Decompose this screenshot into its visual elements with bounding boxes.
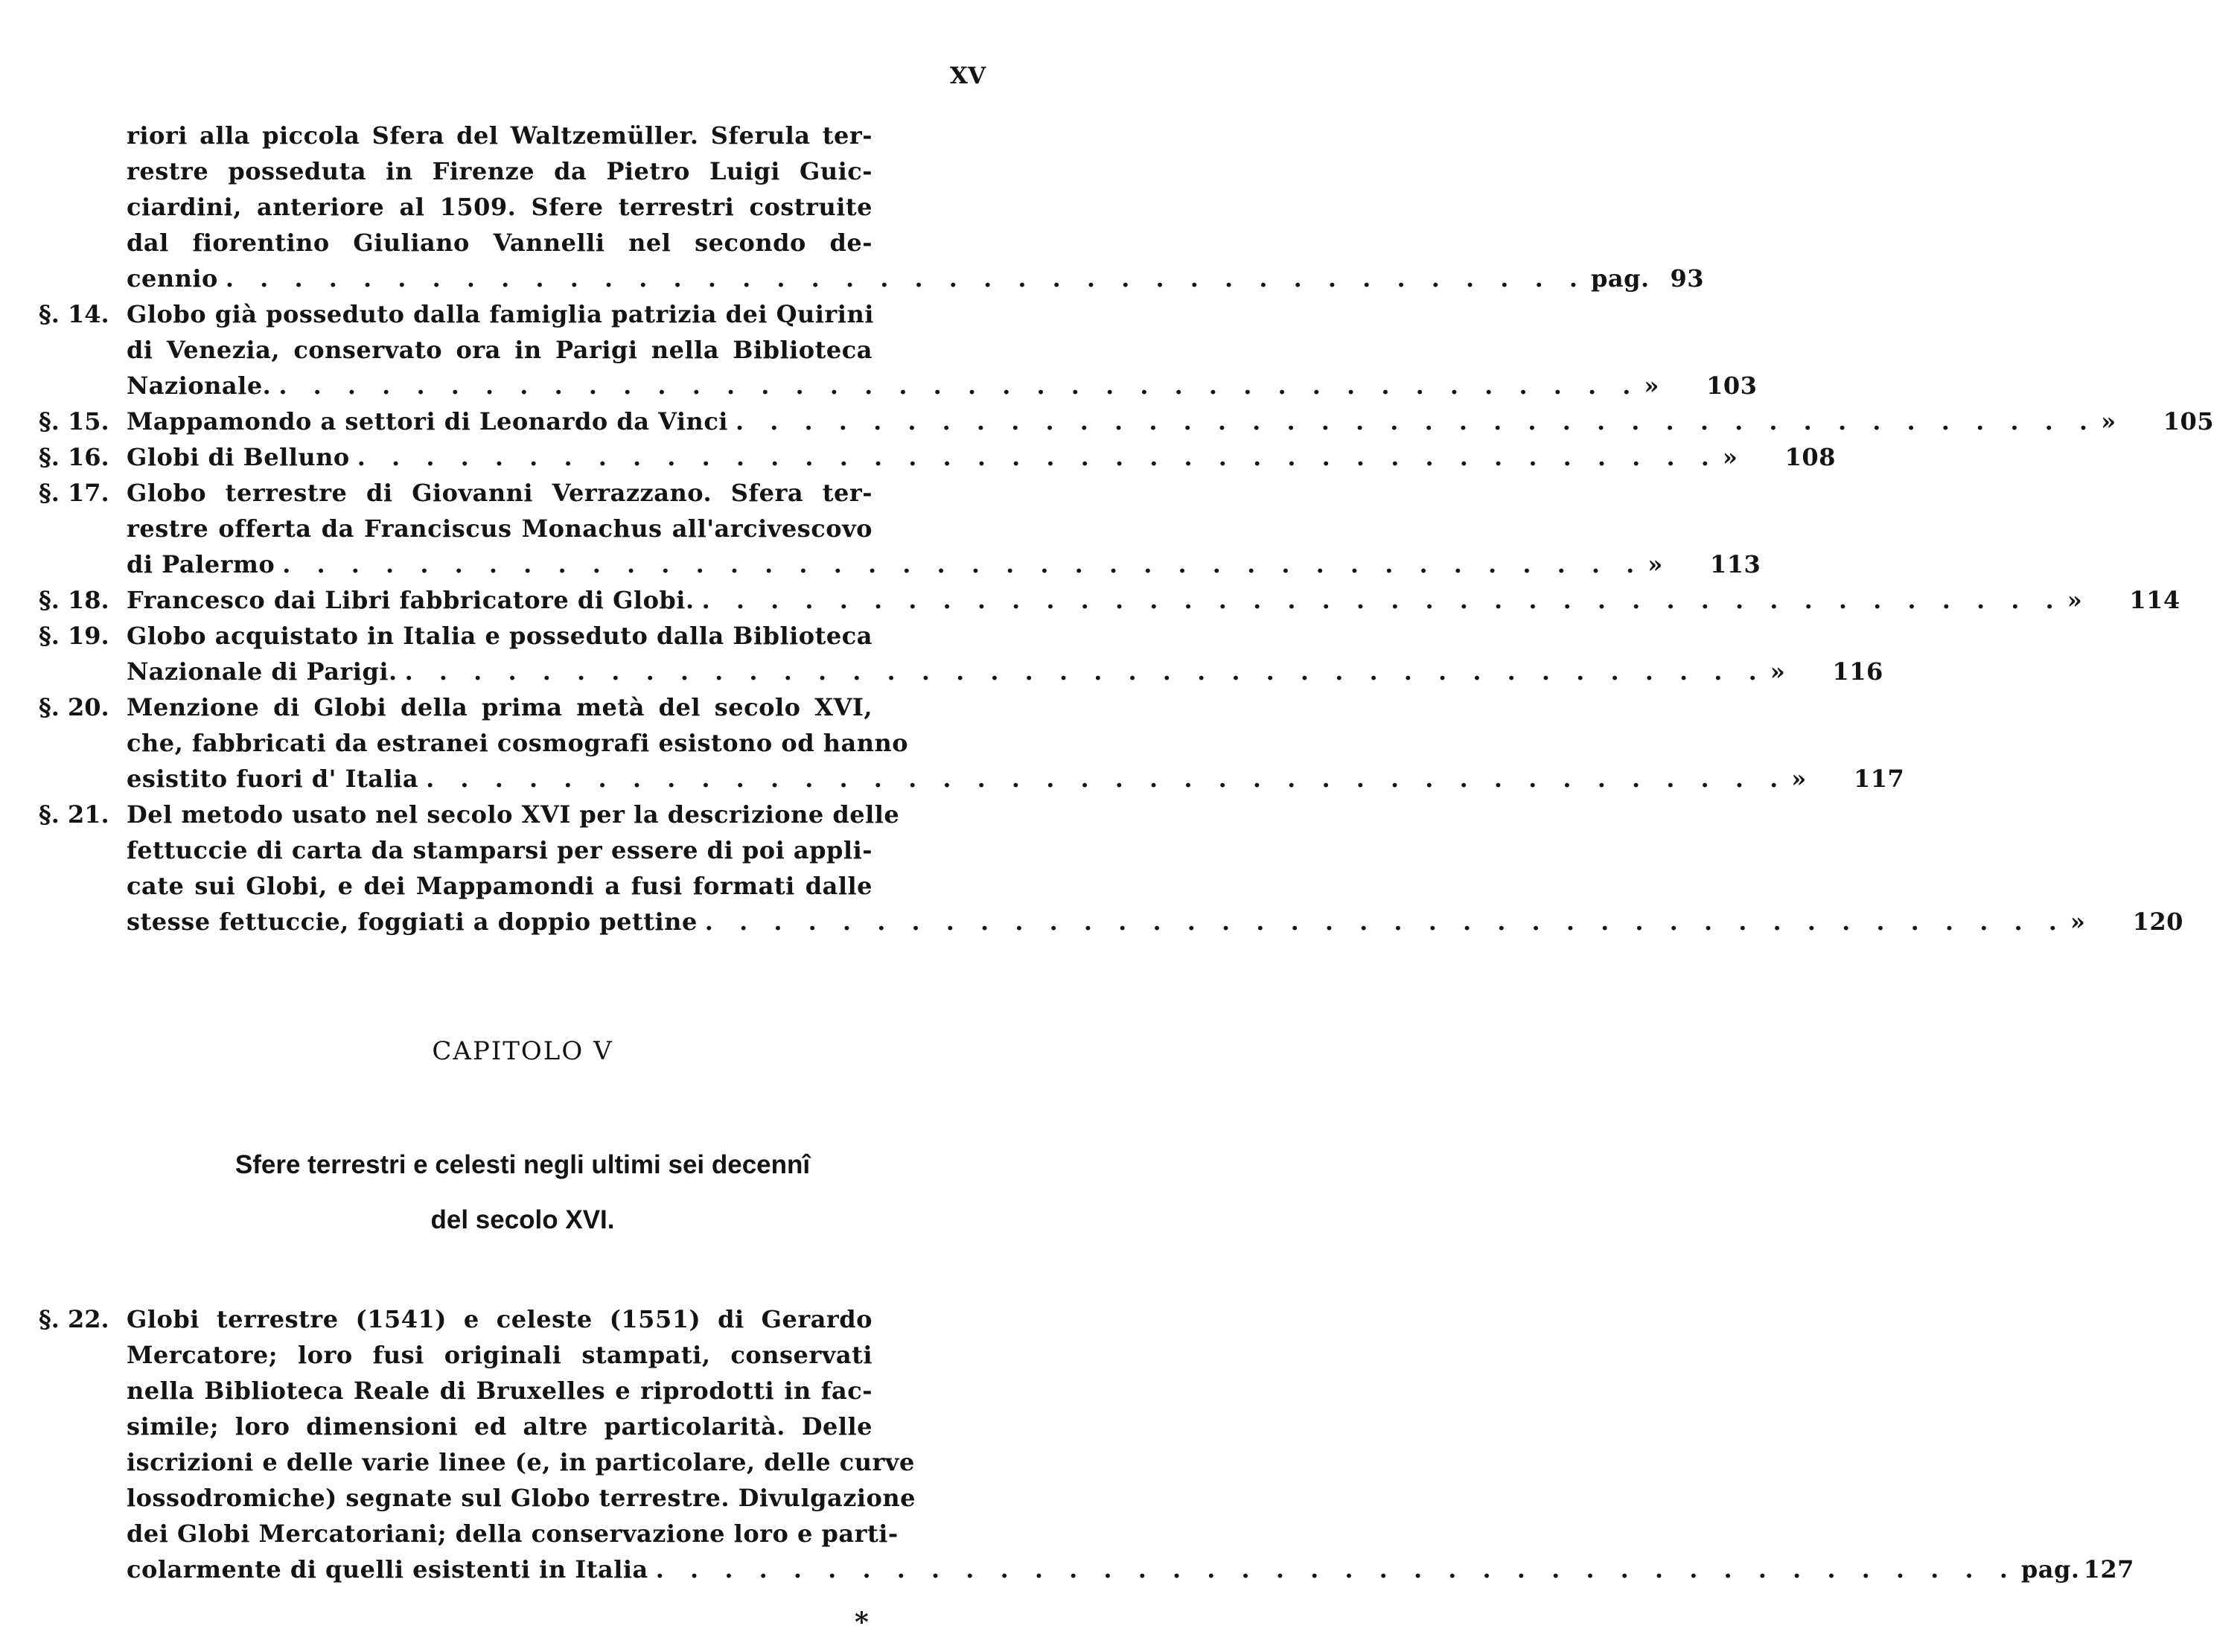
section-number: §. 18. bbox=[39, 586, 109, 614]
toc-line-last bbox=[127, 404, 2214, 439]
toc-line-last bbox=[127, 368, 1758, 404]
dot-leader: . . . . . . . . . . . . . . . . . . . . . . . . . . . . . . . . . . . . . . . . bbox=[357, 443, 1718, 471]
toc-line-text: di Palermo bbox=[127, 550, 275, 578]
page-number: XV bbox=[949, 63, 986, 89]
page-ref-number: 114 bbox=[2129, 586, 2180, 614]
page-reference bbox=[1787, 761, 1904, 797]
toc-line-last bbox=[127, 546, 1761, 582]
section-number: §. 22. bbox=[39, 1305, 109, 1333]
toc-line: dal fiorentino Giuliano Vannelli nel secondo de- bbox=[127, 229, 872, 257]
toc-line: Del metodo usato nel secolo XVI per la descrizione delle bbox=[127, 800, 900, 829]
chapter-title-line: del secolo XVI. bbox=[430, 1205, 615, 1234]
page-ref-number: 105 bbox=[2163, 407, 2214, 436]
toc-line-last bbox=[127, 582, 2180, 618]
toc-line: che, fabbricati da estranei cosmografi esistono od hanno bbox=[127, 729, 909, 757]
section-number: §. 21. bbox=[39, 800, 109, 829]
page-reference bbox=[2096, 404, 2214, 439]
toc-line-text: Nazionale di Parigi. bbox=[127, 657, 398, 686]
section-number: §. 19. bbox=[39, 622, 109, 650]
toc-line: Globo terrestre di Giovanni Verrazzano. Sfera ter- bbox=[127, 479, 872, 507]
page-ref-prefix: » bbox=[1791, 765, 1807, 793]
page-reference bbox=[1718, 439, 1836, 475]
toc-line: simile; loro dimensioni ed altre particolarità. Delle bbox=[127, 1412, 872, 1441]
toc-line-text: Mappamondo a settori di Leonardo da Vinci bbox=[127, 407, 728, 436]
toc-line-text: Globi di Belluno bbox=[127, 443, 350, 471]
toc-line-text: Nazionale. bbox=[127, 371, 272, 400]
toc-line: Mercatore; loro fusi originali stampati, conservati bbox=[127, 1341, 872, 1369]
page-reference bbox=[2063, 582, 2180, 618]
toc-line-last bbox=[127, 654, 1883, 689]
dot-leader: . . . . . . . . . . . . . . . . . . . . . . . . . . . . . . . . . . . . . . . . bbox=[704, 908, 2066, 936]
toc-line: di Venezia, conservato ora in Parigi nella Biblioteca bbox=[127, 336, 872, 364]
page-ref-prefix: pag. bbox=[1590, 264, 1650, 293]
toc-line-text: stesse fettuccie, foggiati a doppio pettine bbox=[127, 908, 698, 936]
toc-line: ciardini, anteriore al 1509. Sfere terrestri costruite bbox=[127, 193, 872, 221]
toc-line-text: esistito fuori d' Italia bbox=[127, 765, 419, 793]
toc-line: dei Globi Mercatoriani; della conservazione loro e parti- bbox=[127, 1519, 899, 1548]
page-ref-number: 108 bbox=[1784, 443, 1836, 471]
page-reference bbox=[1643, 546, 1761, 582]
toc-line: nella Biblioteca Reale di Bruxelles e riprodotti in fac- bbox=[127, 1377, 872, 1405]
page-ref-number: 120 bbox=[2132, 908, 2183, 936]
toc-line: restre posseduta in Firenze da Pietro Luigi Guic- bbox=[127, 157, 872, 185]
page-ref-number: 93 bbox=[1670, 264, 1704, 293]
page-ref-prefix: pag. bbox=[2020, 1555, 2080, 1584]
dot-leader: . . . . . . . . . . . . . . . . . . . . . . . . . . . . . . . . . . . . . . . . bbox=[426, 765, 1787, 793]
page-reference bbox=[1639, 368, 1757, 404]
toc-line-text: colarmente di quelli esistenti in Italia bbox=[127, 1555, 648, 1584]
page-ref-number: 103 bbox=[1706, 371, 1758, 400]
dot-leader: . . . . . . . . . . . . . . . . . . . . . . . . . . . . . . . . . . . . . . . . bbox=[278, 371, 1640, 400]
toc-line-last bbox=[127, 1551, 2134, 1587]
toc-line-text: Francesco dai Libri fabbricatore di Globi. bbox=[127, 586, 695, 614]
dot-leader: . . . . . . . . . . . . . . . . . . . . . . . . . . . . . . . . . . . . . . . . bbox=[701, 586, 2063, 614]
section-number: §. 15. bbox=[39, 407, 109, 436]
toc-line: Menzione di Globi della prima metà del secolo XVI, bbox=[127, 693, 872, 721]
page-ref-prefix: » bbox=[2101, 407, 2116, 436]
page-reference bbox=[1766, 654, 1883, 689]
toc-line: Globo acquistato in Italia e posseduto dalla Biblioteca bbox=[127, 622, 872, 650]
page-ref-number: 117 bbox=[1853, 765, 1905, 793]
dot-leader: . . . . . . . . . . . . . . . . . . . . . . . . . . . . . . . . . . . . . . . . bbox=[282, 550, 1644, 578]
page-reference bbox=[2017, 1551, 2134, 1587]
page-ref-prefix: » bbox=[1722, 443, 1738, 471]
section-number: §. 16. bbox=[39, 443, 109, 471]
page-ref-number: 113 bbox=[1710, 550, 1761, 578]
page-ref-prefix: » bbox=[1644, 371, 1659, 400]
page-ref-prefix: » bbox=[2067, 586, 2083, 614]
toc-line-last bbox=[127, 261, 1704, 296]
chapter-title-line: Sfere terrestri e celesti negli ultimi sei decennî bbox=[235, 1150, 811, 1179]
toc-line: Globo già posseduto dalla famiglia patrizia dei Quirini bbox=[127, 300, 874, 328]
toc-line: restre offerta da Franciscus Monachus all'arcivescovo bbox=[127, 514, 872, 543]
page-reference bbox=[2066, 904, 2183, 940]
page-reference bbox=[1586, 261, 1704, 296]
dot-leader: . . . . . . . . . . . . . . . . . . . . . . . . . . . . . . . . . . . . . . . . bbox=[655, 1555, 2017, 1584]
toc-line-text: cennio bbox=[127, 264, 218, 293]
page-ref-prefix: » bbox=[2070, 908, 2086, 936]
chapter-title bbox=[0, 1138, 1045, 1248]
section-number: §. 14. bbox=[39, 300, 109, 328]
toc-line-last bbox=[127, 904, 2183, 940]
dot-leader: . . . . . . . . . . . . . . . . . . . . . . . . . . . . . . . . . . . . . . . . bbox=[735, 407, 2097, 436]
dot-leader: . . . . . . . . . . . . . . . . . . . . . . . . . . . . . . . . . . . . . . . . bbox=[404, 657, 1766, 686]
toc-line: cate sui Globi, e dei Mappamondi a fusi formati dalle bbox=[127, 872, 872, 900]
dot-leader: . . . . . . . . . . . . . . . . . . . . . . . . . . . . . . . . . . . . . . . . bbox=[225, 264, 1586, 293]
toc-line: iscrizioni e delle varie linee (e, in particolare, delle curve bbox=[127, 1448, 915, 1476]
footnote-mark: * bbox=[855, 1607, 869, 1638]
chapter-label: CAPITOLO V bbox=[432, 1036, 613, 1066]
toc-line: fettuccie di carta da stamparsi per essere di poi appli- bbox=[127, 836, 872, 864]
toc-line: riori alla piccola Sfera del Waltzemüller. Sferula ter- bbox=[127, 121, 872, 150]
toc-line-last bbox=[127, 439, 1836, 475]
section-number: §. 17. bbox=[39, 479, 109, 507]
toc-line-last bbox=[127, 761, 1905, 797]
page-ref-prefix: » bbox=[1770, 657, 1786, 686]
page-ref-prefix: » bbox=[1647, 550, 1663, 578]
page-ref-number: 127 bbox=[2083, 1555, 2134, 1584]
toc-line: lossodromiche) segnate sul Globo terrestre. Divulgazione bbox=[127, 1484, 916, 1512]
page-ref-number: 116 bbox=[1832, 657, 1883, 686]
toc-line: Globi terrestre (1541) e celeste (1551) di Gerardo bbox=[127, 1305, 872, 1333]
section-number: §. 20. bbox=[39, 693, 109, 721]
